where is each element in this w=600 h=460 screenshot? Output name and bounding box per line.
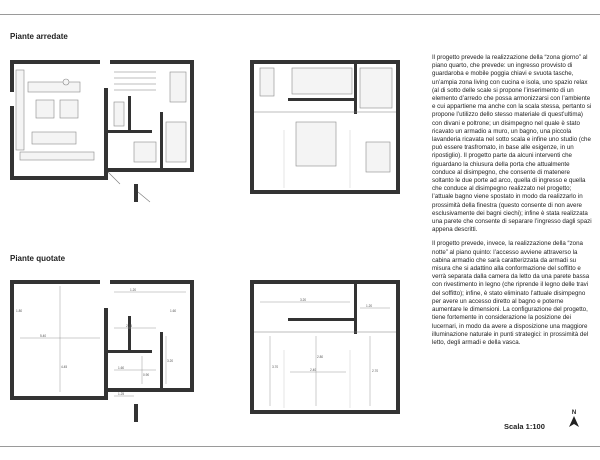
north-label: N [571, 410, 577, 416]
dim-label: 1.20 [130, 288, 137, 292]
dim-label: 3.20 [300, 298, 307, 302]
furnished-plans-title: Piante arredate [10, 32, 68, 41]
dim-label: 2.40 [310, 368, 317, 372]
furnished-plan-day-zone [10, 52, 200, 202]
description-day-zone: Il progetto prevede la realizzazione della “zona giorno” al piano quarto, che prevede: un ingresso provvisto di guardaroba e mobile poggia chiavi e svuota tasche, un’ampia zona living con cucina e isola, uno spazio relax (al di sotto delle scale si propone l’inserimento di un elemento d’arredo che possa armonizzarsi con l’ambiente e cui appartiene ma anche con la scala stessa, pertanto si propone l’utilizzo dello stesso materiale di quest’ultima) con divani e poltrone; un disimpegno nel quale è stato ricavato un armadio a muro, un bagno, una piccola lavanderia ricavata nel sotto scala e infine uno studio (che può essere trasfromato, in base alle esigenze, in un ripostiglio). Il progetto parte da alcuni interventi che riguardano la chiusura della porta che attualmente conduce al disimpegno, che consente di matenere soltanto le due porte ad arco, quella di ingresso e quella che conduce al disimpegno realizzato nel progetto; l’attuale bagno viene spostato in modo da realizzarlo in prossimità della finestra (questo consente di non avere esclusivamente dei bagni ciechi); infine è stata realizzata una parete che consente di separare l’ingresso dagli spazi appena descritti. [432, 54, 592, 234]
scale-label: Scala 1:100 [504, 422, 545, 431]
dim-label: 1.60 [118, 366, 125, 370]
dim-label: 1.80 [16, 309, 23, 313]
dim-label: 3.70 [272, 365, 279, 369]
dim-label: 2.80 [317, 355, 324, 359]
north-arrow [568, 410, 580, 432]
bottom-rule [0, 446, 600, 447]
dimensioned-plan-night-zone [250, 272, 410, 422]
north-arrow-icon [568, 416, 580, 428]
dim-label: 1.25 [118, 392, 125, 396]
dim-label: 2.35 [126, 324, 133, 328]
dim-label: 5.40 [40, 334, 47, 338]
project-description [432, 54, 592, 353]
furnished-plan-night-zone [250, 52, 410, 202]
description-night-zone: Il progetto prevede, invece, la realizzazione della “zona notte” al piano quinto: l’accesso avviene attraverso la cabina armadio che sarà caratterizzata da armadi su misura che si adattino alla conformazione del soffitto e verrà separata dalla camera da letto da una parete bassa con rivestimento in legno (che riprende il legno delle travi del soffitto); infine, è stato eliminato l’attuale disimpegno per avere un accesso diretto al bagno e poterne aumentare le dimensioni. La configurazione del progetto, tiene fortemente in considerazione la posizione dei lucernari, in modo da avere a disposizione una maggiore illuminazione naturale in punti strategici: in prossimità del letto, degli armadi e della vasca. [432, 240, 590, 346]
dim-label: 3.20 [167, 359, 174, 363]
dim-label: 0.90 [143, 373, 150, 377]
top-rule [0, 14, 600, 15]
dim-label: 1.20 [366, 304, 373, 308]
dim-label: 2.70 [372, 369, 379, 373]
dim-label: 4.45 [61, 365, 68, 369]
dimensioned-plan-day-zone [10, 272, 200, 422]
dim-label: 1.60 [170, 309, 177, 313]
dimensioned-plans-title: Piante quotate [10, 254, 66, 263]
